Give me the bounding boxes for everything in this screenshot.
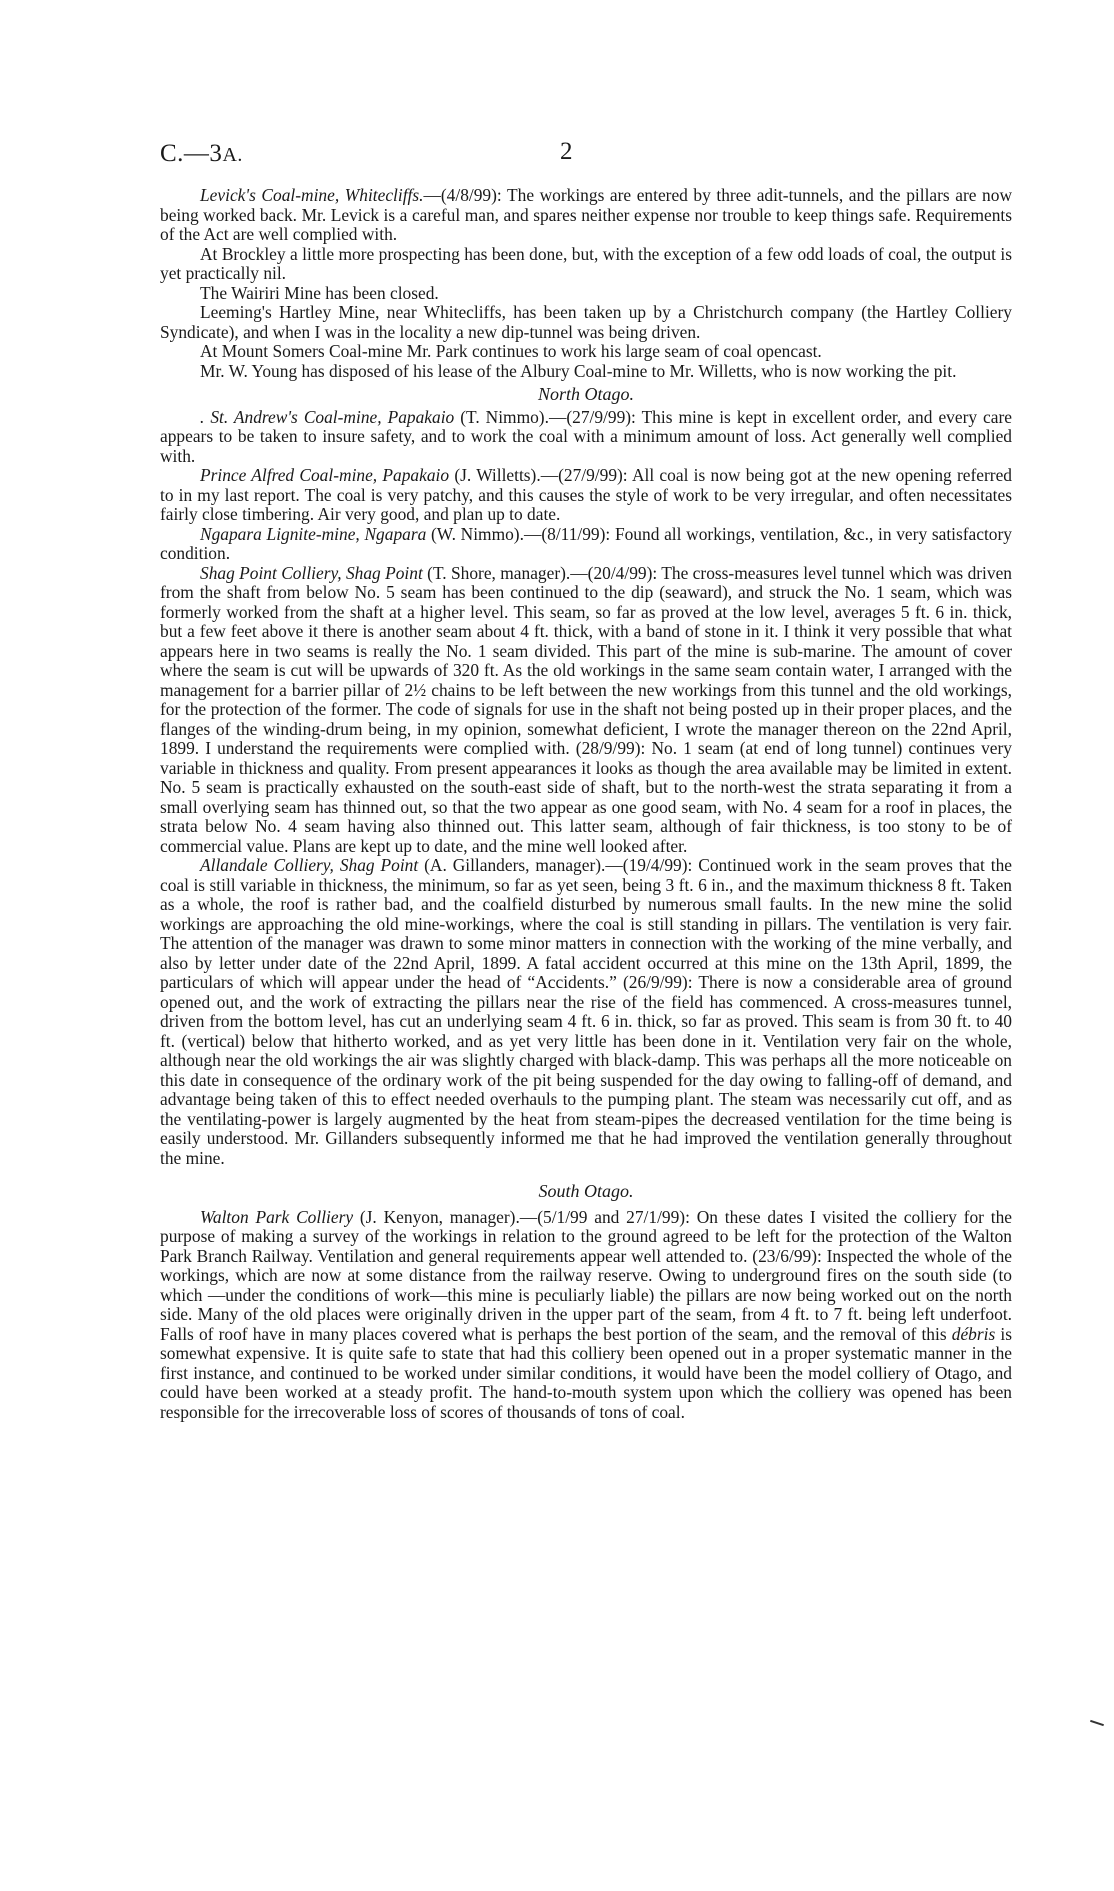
mine-name-levick: Levick's Coal-mine, Whitecliffs. bbox=[200, 185, 424, 205]
reference-prefix: C.—3 bbox=[160, 140, 223, 167]
paragraph-allandale: Allandale Colliery, Shag Point (A. Gillanders, manager).—(19/4/99): Continued work in the seam proves that the coal is still variable in thickness, the minimum, so far as yet seen, being 3 ft. 6 in., and the maximum thickness 8 ft. Taken as a whole, the roof is rather bad, and the coalfield disturbed by numerous small faults. In the new mine the solid workings are approaching the old mine-workings, where the coal is still standing in pillars. The ventilation is very fair. The attention of the manager was drawn to some minor matters in connection with the working of the mine verbally, and also by letter under date of the 22nd April, 1899. A fatal accident occurred at this mine on the 13th April, 1899, the particulars of which will appear under the head of “Accidents.” (26/9/99): There is now a considerable area of ground opened out, and the work of extracting the pillars near the rise of the field has commenced. A cross-measures tunnel, driven from the bottom level, has cut an underlying seam 4 ft. 6 in. thick, so far as proved. This seam is from 30 ft. to 40 ft. (vertical) below that hitherto worked, and as yet very little has been done in it. Ventilation very fair on the whole, although near the old workings the air was slightly charged with black-damp. This was perhaps all the more noticeable on this date in consequence of the ordinary work of the pit being suspended for the day owing to falling-off of demand, and advantage being taken of this to effect needed overhauls to the pumping plant. The steam was necessarily cut off, and as the ventilating-power is largely augmented by the heat from steam-pipes the decreased ventilation for the time being is easily understood. Mr. Gillanders subsequently informed me that he had improved the ventilation generally throughout the mine. bbox=[160, 855, 1012, 1168]
paragraph-levick: Levick's Coal-mine, Whitecliffs.—(4/8/99): The workings are entered by three adit-tunnels, and the pillars are now being worked back. Mr. Levick is a careful man, and spares neither expense nor trouble to keep things safe. Requirements of the Act are well complied with. bbox=[160, 185, 1012, 244]
paragraph-albury: Mr. W. Young has disposed of his lease of the Albury Coal-mine to Mr. Willetts, who is now working the pit. bbox=[200, 360, 957, 381]
paragraph-prince-alfred: Prince Alfred Coal-mine, Papakaio (J. Willetts).—(27/9/99): All coal is now being got at the new opening referred to in my last report. The coal is very patchy, and this causes the style of work to be very irregular, and often necessitates fairly close timbering. Air very good, and plan up to date. bbox=[160, 465, 1012, 524]
section-heading-south-otago: South Otago. bbox=[538, 1181, 634, 1201]
page-number: 2 bbox=[560, 138, 573, 165]
paragraph-st-andrews: . St. Andrew's Coal-mine, Papakaio (T. Nimmo).—(27/9/99): This mine is kept in excellent order, and every care appears to be taken to insure safety, and to work the coal with a minimum amount of loss. Act generally well complied with. bbox=[160, 406, 1012, 466]
mine-name-walton-park: Walton Park Colliery bbox=[200, 1206, 354, 1227]
paragraph-brockley: At Brockley a little more prospecting has been done, but, with the exception of a few odd loads of coal, the output is yet practically nil. bbox=[160, 243, 1012, 283]
mine-name-ngapara: Ngapara Lignite-mine, Ngapara bbox=[200, 523, 427, 544]
mine-name-st-andrews: . St. Andrew's Coal-mine, Papakaio bbox=[200, 406, 455, 427]
reference-suffix: A. bbox=[222, 144, 243, 166]
margin-mark bbox=[1090, 1720, 1104, 1726]
document-reference bbox=[160, 140, 243, 168]
paragraph-wairiri: The Wairiri Mine has been closed. bbox=[200, 282, 439, 303]
mine-name-prince-alfred: Prince Alfred Coal-mine, Papakaio bbox=[200, 465, 450, 485]
section-heading-north-otago: North Otago. bbox=[537, 384, 634, 404]
paragraph-leeming: Leeming's Hartley Mine, near Whitecliffs, has been taken up by a Christchurch company (the Hartley Colliery Syndicate), and when I was in the locality a new dip-tunnel was being driven. bbox=[160, 302, 1012, 342]
paragraph-walton-park: Walton Park Colliery (J. Kenyon, manager).—(5/1/99 and 27/1/99): On these dates I visited the colliery for the purpose of making a survey of the workings in relation to the ground agreed to be left for the protection of the Walton Park Branch Railway. Ventilation and general requirements appear well attended to. (23/6/99): Inspected the whole of the workings, which are now at some distance from the railway reserve. Owing to underground fires on the south side (to which —under the conditions of work—this mine is peculiarly liable) the pillars are now being worked out on the north side. Many of the old places were originally driven in the upper part of the seam, from 4 ft. to 7 ft. being left underfoot. Falls of roof have in many places covered what is perhaps the best portion of the seam, and the removal of this débris is somewhat expensive. It is quite safe to state that had this colliery been opened out in a proper systematic manner in the first instance, and continued to be worked under similar conditions, it would have been the model colliery of Otago, and could have been worked at a steady profit. The hand-to-mouth system upon which the colliery was opened has been responsible for the irrecoverable loss of scores of thousands of tons of coal. bbox=[160, 1206, 1012, 1422]
mine-name-allandale: Allandale Colliery, Shag Point bbox=[200, 855, 419, 875]
paragraph-mount-somers: At Mount Somers Coal-mine Mr. Park continues to work his large seam of coal opencast. bbox=[200, 341, 822, 361]
mine-name-shag-point: Shag Point Colliery, Shag Point bbox=[200, 562, 423, 583]
paragraph-shag-point: Shag Point Colliery, Shag Point (T. Shore, manager).—(20/4/99): The cross-measures level tunnel which was driven from the shaft from below No. 5 seam has been continued to the dip (seaward), and struck the No. 1 seam, which was formerly worked from the shaft at a higher level. This seam, so far as proved at the low level, averages 5 ft. 6 in. thick, but a few feet above it there is another seam about 4 ft. thick, with a band of stone in it. I think it very possible that what appears here in two seams is really the No. 1 seam divided. This part of the mine is sub-marine. The amount of cover where the seam is cut will be upwards of 320 ft. As the old workings in the same seam contain water, I arranged with the management for a barrier pillar of 2½ chains to be left between the new workings from this tunnel and the old workings, for the protection of the former. The code of signals for use in the shaft not being posted up in their proper places, and the flanges of the winding-drum being, in my opinion, somewhat deficient, I wrote the manager thereon on the 22nd April, 1899. I understand the requirements were complied with. (28/9/99): No. 1 seam (at end of long tunnel) continues very variable in thickness and quality. From present appearances it looks as though the area available may be limited in extent. No. 5 seam is practically exhausted on the south-east side of shaft, but to the north-west the strata separating it from a small overlying seam has thinned out, so that the two appear as one good seam, with No. 4 seam for a roof in places, the strata below No. 4 seam having also thinned out. This latter seam, although of fair thickness, is too stony to be of commercial value. Plans are kept up to date, and the mine well looked after. bbox=[160, 562, 1012, 856]
report-body bbox=[160, 186, 1012, 1422]
paragraph-ngapara: Ngapara Lignite-mine, Ngapara (W. Nimmo).—(8/11/99): Found all workings, ventilation, &c., in very satisfactory condition. bbox=[160, 523, 1012, 563]
debris-term: débris bbox=[951, 1323, 996, 1344]
